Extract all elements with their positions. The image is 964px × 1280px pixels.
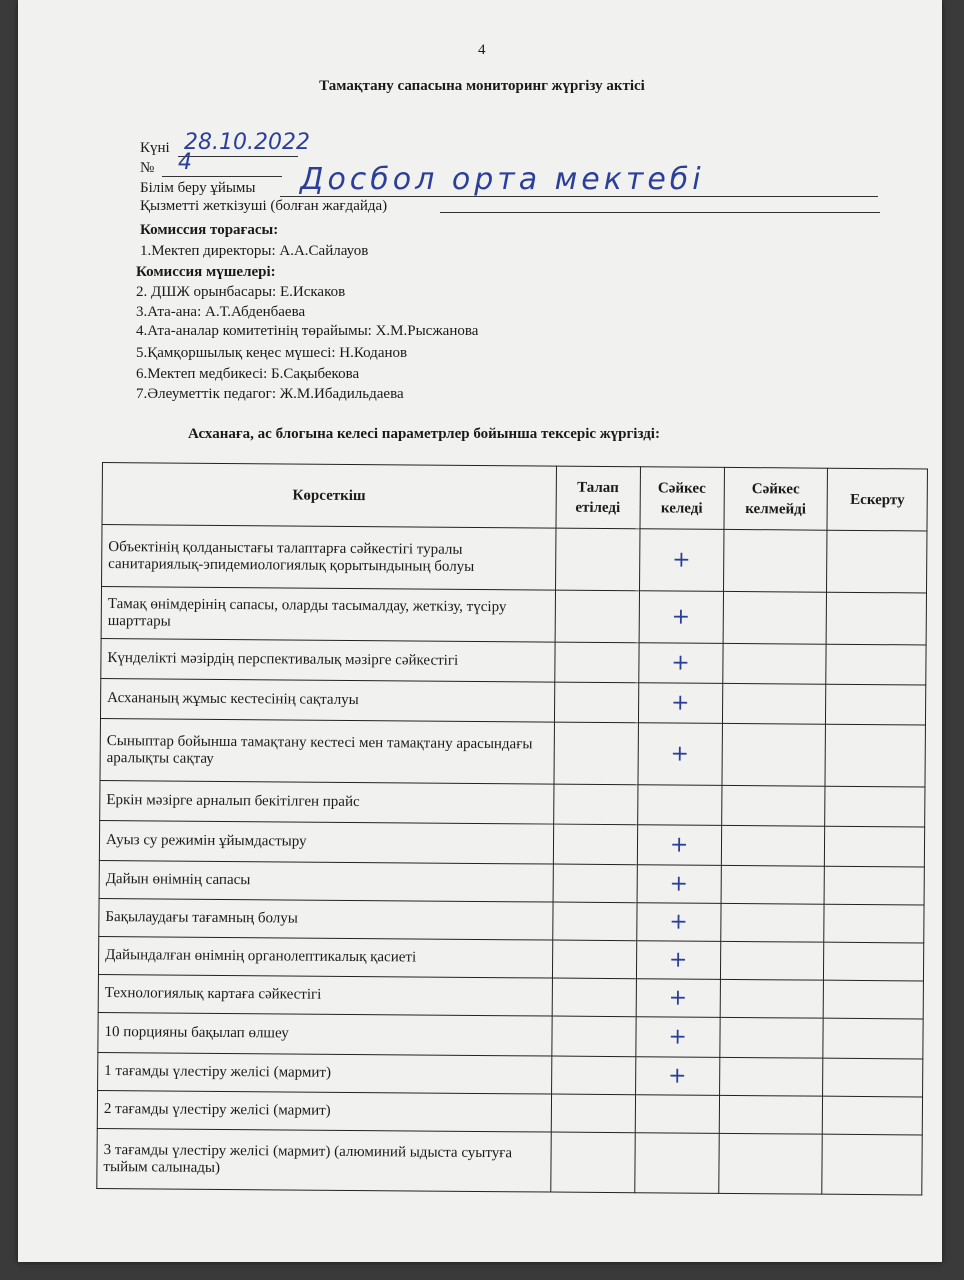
row-mismatch (720, 903, 824, 942)
table-row (98, 936, 923, 980)
row-note (823, 1018, 923, 1059)
row-indicator: Объектінің қолданыстағы талаптарға сәйкестігі туралы санитариялық-эпидемиологиялық қорытындының болуы (102, 525, 556, 591)
row-match-mark: + (635, 1017, 719, 1058)
table-row (100, 780, 925, 826)
row-match-mark: + (636, 903, 720, 942)
table-row (99, 898, 924, 942)
document-title: Тамақтану сапасына мониторинг жүргізу актісі (319, 78, 645, 94)
row-indicator: Бақылаудағы тағамның болуы (99, 898, 553, 940)
member-item: 5.Қамқоршылық кеңес мүшесі: Н.Коданов (136, 345, 408, 361)
page-number: 4 (478, 42, 486, 58)
row-mismatch (718, 1133, 822, 1194)
row-required (551, 1056, 635, 1095)
row-indicator: Технологиялық картаға сәйкестігі (98, 974, 552, 1016)
institution-label: Білім беру ұйымы (140, 180, 256, 196)
number-label: № (140, 160, 155, 176)
table-row (97, 1090, 922, 1134)
row-mismatch (722, 643, 826, 684)
table-row (98, 1052, 923, 1096)
header-indicator: Көрсеткіш (102, 463, 556, 529)
date-value: 28.10.2022 (184, 130, 310, 155)
row-required (554, 722, 638, 785)
member-item: 6.Мектеп медбикесі: Б.Сақыбекова (136, 366, 360, 382)
row-mismatch (719, 1017, 823, 1058)
row-indicator: Сыныптар бойынша тамақтану кестесі мен тамақтану арасындағы аралықты сақтау (100, 718, 554, 784)
row-match-mark: + (636, 941, 720, 980)
number-underline (162, 176, 282, 177)
row-indicator: Асхананың жұмыс кестесінің сақталуы (100, 678, 554, 722)
table-row (101, 638, 926, 684)
row-note (824, 904, 924, 943)
row-indicator: Дайындалған өнімнің органолептикалық қасиеті (98, 936, 552, 978)
table-title: Асханаға, ас блогына келесі параметрлер бойынша тексеріс жүргізді: (188, 426, 660, 442)
row-mismatch (719, 1095, 823, 1134)
date-label: Күні (140, 140, 170, 156)
row-note (824, 942, 924, 981)
table-row (101, 587, 926, 645)
row-mismatch (723, 591, 827, 644)
row-match-mark (635, 1095, 719, 1134)
row-indicator: Күнделікті мәзірдің перспективалық мәзірге сәйкестігі (101, 638, 555, 682)
row-indicator: Тамақ өнімдерінің сапасы, оларды тасымалдау, жеткізу, түсіру шарттары (101, 587, 555, 643)
row-required (554, 642, 638, 683)
row-indicator: 3 тағамды үлестіру желісі (мармит) (алюминий ыдыста суытуға тыйым салынады) (97, 1128, 551, 1192)
row-note (825, 826, 925, 867)
row-required (555, 528, 639, 591)
table-row (98, 1012, 923, 1058)
row-mismatch (722, 683, 826, 724)
row-note (827, 530, 927, 593)
row-indicator: Ауыз су режимін ұйымдастыру (99, 820, 553, 864)
provider-label: Қызметті жеткізуші (болған жағдайда) (140, 198, 388, 214)
row-note (823, 980, 923, 1019)
header-match: Сәйкес келеді (640, 467, 725, 530)
table-row (98, 974, 923, 1018)
row-required (552, 978, 636, 1017)
row-mismatch (721, 825, 825, 866)
table-row (102, 525, 927, 593)
row-match-mark (637, 785, 721, 826)
row-required (553, 824, 637, 865)
number-value: 4 (178, 150, 192, 175)
row-match-mark: + (637, 825, 721, 866)
chair-name: 1.Мектеп директоры: А.А.Сайлауов (140, 243, 369, 259)
row-note (823, 1058, 923, 1097)
row-required (552, 902, 636, 941)
row-note (826, 644, 926, 685)
row-match-mark: + (637, 865, 721, 904)
header-mismatch: Сәйкес келмейді (724, 467, 828, 530)
row-note (825, 786, 925, 827)
institution-value: Досбол орта мектебі (300, 162, 705, 197)
row-mismatch (723, 529, 827, 592)
row-required (550, 1132, 634, 1193)
row-indicator: 2 тағамды үлестіру желісі (мармит) (97, 1090, 551, 1132)
member-item: 2. ДШЖ орынбасары: Е.Искаков (136, 284, 346, 300)
chair-heading: Комиссия торағасы: (140, 222, 279, 238)
table-row (99, 820, 924, 866)
row-mismatch (721, 785, 825, 826)
table-row (100, 718, 925, 786)
row-match-mark: + (639, 529, 724, 592)
table-row (99, 860, 924, 904)
row-required (555, 590, 639, 643)
row-required (554, 682, 638, 723)
row-mismatch (720, 979, 824, 1018)
member-item: 4.Ата-аналар комитетінің төрайымы: Х.М.Рысжанова (136, 323, 479, 339)
provider-underline (440, 212, 880, 213)
row-required (553, 864, 637, 903)
table-row (97, 1128, 922, 1194)
row-mismatch (720, 941, 824, 980)
row-mismatch (722, 723, 826, 786)
row-required (551, 1094, 635, 1133)
row-indicator: 1 тағамды үлестіру желісі (мармит) (98, 1052, 552, 1094)
row-mismatch (721, 865, 825, 904)
member-item: 3.Ата-ана: А.Т.Абденбаева (136, 304, 306, 320)
row-indicator: 10 порцияны бақылап өлшеу (98, 1012, 552, 1056)
table-header-row (102, 463, 927, 531)
row-required (553, 784, 637, 825)
members-heading: Комиссия мүшелері: (136, 264, 276, 280)
row-note (822, 1134, 922, 1195)
header-note: Ескерту (827, 468, 927, 531)
row-indicator: Еркін мәзірге арналып бекітілген прайс (100, 780, 554, 824)
row-note (826, 592, 926, 645)
row-match-mark: + (639, 591, 723, 644)
row-match-mark: + (638, 723, 723, 786)
row-required (552, 940, 636, 979)
row-match-mark: + (635, 1057, 719, 1096)
row-note (823, 1096, 923, 1135)
row-note (824, 866, 924, 905)
row-required (552, 1016, 636, 1057)
row-match-mark: + (636, 979, 720, 1018)
member-item: 7.Әлеуметтік педагог: Ж.М.Ибадильдаева (136, 386, 404, 402)
inspection-table (96, 462, 928, 1195)
row-match-mark: + (638, 683, 722, 724)
row-note (825, 724, 925, 787)
table-row (100, 678, 925, 724)
row-mismatch (719, 1057, 823, 1096)
row-match-mark (634, 1133, 718, 1194)
row-match-mark: + (638, 643, 722, 684)
row-note (826, 684, 926, 725)
date-underline (178, 156, 298, 157)
row-indicator: Дайын өнімнің сапасы (99, 860, 553, 902)
header-required: Талап етіледі (556, 466, 640, 529)
